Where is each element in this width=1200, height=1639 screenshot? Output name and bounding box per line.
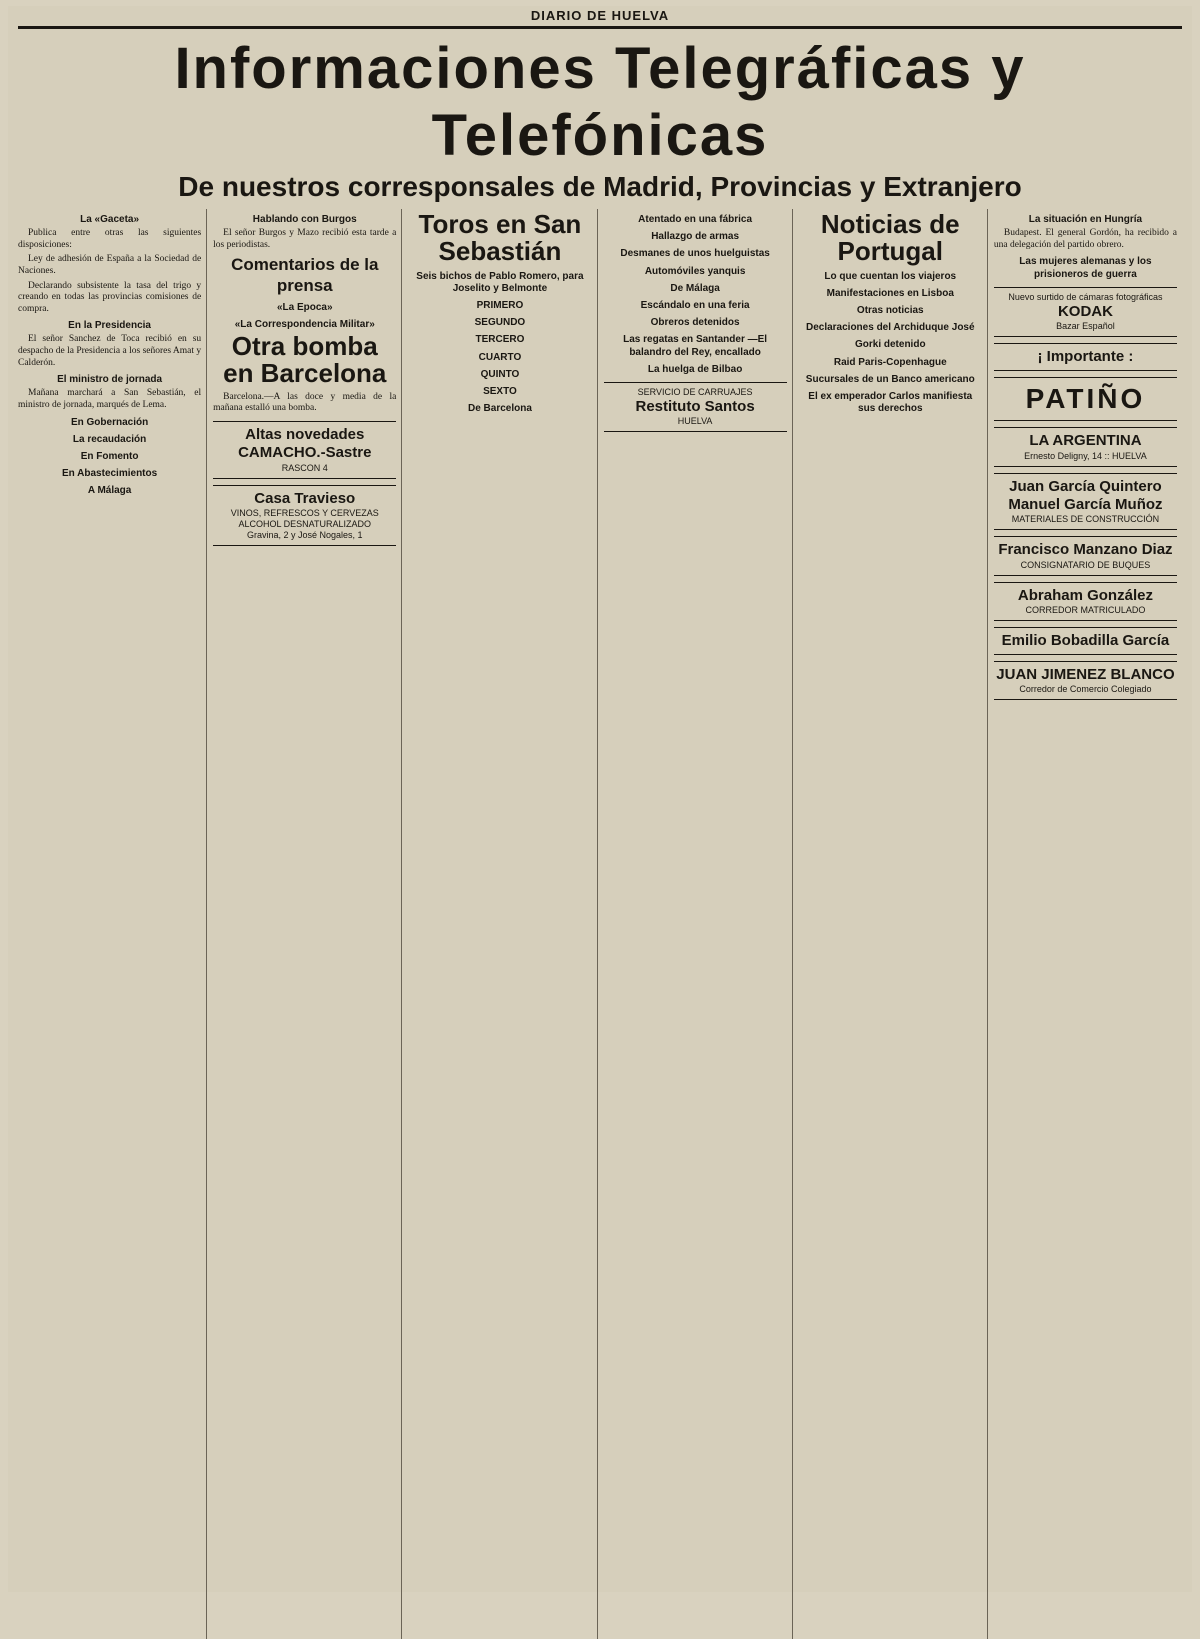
paragraph: Barcelona.—A las doce y media de la mañana estalló una bomba. (213, 391, 397, 414)
ad-line: CONSIGNATARIO DE BUQUES (1020, 559, 1151, 570)
ad-line: Nuevo surtido de cámaras fotográficas (1008, 291, 1163, 302)
subheading: SEGUNDO (474, 317, 526, 329)
ad-line: VINOS, REFRESCOS Y CERVEZAS (230, 507, 379, 518)
advertisement (994, 627, 1177, 655)
ad-line: Bazar Español (1056, 320, 1115, 331)
heading: Automóviles yanquis (644, 265, 746, 277)
advertisement (994, 473, 1177, 531)
heading: En la Presidencia (68, 320, 151, 332)
heading: Seis bichos de Pablo Romero, para Joselito y Belmonte (416, 270, 584, 294)
divider (18, 26, 1182, 29)
heading: La situación en Hungría (1028, 214, 1143, 225)
advertisement (994, 377, 1177, 421)
ad-name: Restituto Santos (635, 397, 755, 415)
subheading: CUARTO (478, 351, 522, 363)
ad-title: Casa Travieso (254, 489, 356, 507)
ad-line: MATERIALES DE CONSTRUCCIÓN (1011, 514, 1160, 525)
heading: La huelga de Bilbao (647, 363, 743, 375)
heading: Manifestaciones en Lisboa (826, 287, 954, 299)
advertisement (994, 287, 1177, 337)
heading: A Málaga (87, 485, 132, 497)
heading: Gorki detenido (854, 339, 926, 351)
paragraph: Budapest. El general Gordón, ha recibido a una delegación del partido obrero. (993, 228, 1178, 250)
masthead: DIARIO DE HUELVA (530, 8, 670, 23)
headline: Otra bomba en Barcelona (223, 331, 387, 389)
heading: El ex emperador Carlos manifiesta sus derechos (808, 390, 973, 415)
advertisement (994, 661, 1177, 700)
ad-name: LA ARGENTINA (1029, 432, 1142, 450)
ad-line: SERVICIO DE CARRUAJES (637, 386, 753, 397)
column-4 (604, 209, 793, 1639)
paragraph: Mañana marchará a San Sebastián, el ministro de jornada, marqués de Lema. (18, 388, 202, 410)
heading: De Barcelona (467, 403, 532, 415)
heading: Declaraciones del Archiduque José (805, 322, 975, 334)
paragraph: Ley de adhesión de España a la Sociedad de Naciones. (18, 254, 202, 276)
subheading: SEXTO (483, 385, 517, 397)
advertisement (994, 536, 1177, 575)
heading: Raid Paris-Copenhague (833, 356, 947, 368)
heading: La recaudación (72, 433, 147, 445)
ad-name: Francisco Manzano Diaz (998, 541, 1173, 559)
paragraph: Declarando subsistente la tasa del trigo y creando en todas las provincias comisiones de compra. (18, 280, 202, 314)
paragraph: El señor Sanchez de Toca recibió en su despacho de la Presidencia a los señores Amat y Calderón. (18, 334, 202, 368)
ad-address: RASCON 4 (281, 462, 328, 473)
heading: Escándalo en una feria (640, 299, 750, 311)
heading: Las regatas en Santander —El balandro del Rey, encallado (623, 334, 768, 358)
heading: De Málaga (670, 282, 720, 294)
subheading: PRIMERO (476, 299, 524, 311)
heading: «La Epoca» (276, 301, 333, 313)
heading: Otras noticias (856, 304, 924, 316)
paragraph: Publica entre otras las siguientes disposiciones: (18, 228, 202, 250)
headline: Toros en San Sebastián (418, 209, 582, 267)
ad-name: PATIÑO (1025, 383, 1146, 415)
ad-line: CORREDOR MATRICULADO (1025, 604, 1146, 615)
column-5 (799, 209, 988, 1639)
ad-name: Abraham González (1017, 586, 1153, 604)
ad-title: Altas novedades (245, 425, 365, 443)
column-3 (408, 209, 597, 1639)
column-1 (18, 209, 207, 1639)
heading: Hablando con Burgos (252, 214, 357, 225)
heading: Hallazgo de armas (651, 231, 739, 243)
advertisement (994, 427, 1177, 466)
column-2 (213, 209, 402, 1639)
newspaper-page (8, 6, 1192, 1592)
heading: Lo que cuentan los viajeros (824, 270, 957, 282)
ad-line: Corredor de Comercio Colegiado (1019, 684, 1152, 695)
heading: Las mujeres alemanas y los prisioneros de guerra (1019, 256, 1152, 280)
columns (8, 209, 1192, 1639)
ad-title: ¡ Importante : (1037, 347, 1134, 365)
advertisement (994, 343, 1177, 371)
ad-address: Ernesto Deligny, 14 :: HUELVA (1024, 450, 1147, 461)
heading: «La Correspondencia Militar» (234, 319, 375, 330)
ad-line: ALCOHOL DESNATURALIZADO (238, 518, 372, 529)
ad-name: CAMACHO.-Sastre (238, 444, 372, 462)
ad-address: Gravina, 2 y José Nogales, 1 (246, 529, 363, 540)
ad-name: JUAN JIMENEZ BLANCO (996, 666, 1175, 684)
paragraph: El señor Burgos y Mazo recibió esta tarde a los periodistas. (213, 228, 397, 250)
page-subtitle: De nuestros corresponsales de Madrid, Provincias y Extranjero (178, 171, 1022, 202)
heading: Atentado en una fábrica (638, 214, 753, 225)
ad-name: Juan García Quintero (1009, 477, 1162, 495)
ad-name: Manuel García Muñoz (1008, 495, 1163, 513)
ad-address: HUELVA (677, 416, 713, 427)
headline: Noticias de Portugal (820, 209, 960, 267)
heading: En Abastecimientos (61, 468, 158, 480)
column-6 (994, 209, 1182, 1639)
advertisement (604, 382, 787, 432)
advertisement (994, 582, 1177, 621)
advertisement (213, 485, 396, 546)
advertisement (213, 421, 396, 479)
heading: El ministro de jornada (57, 374, 163, 386)
heading: Obreros detenidos (650, 317, 740, 329)
heading: En Gobernación (70, 416, 149, 428)
subheading: QUINTO (480, 368, 520, 380)
heading: La «Gaceta» (80, 214, 140, 225)
ad-name: KODAK (1057, 302, 1113, 320)
heading: Sucursales de un Banco americano (805, 373, 975, 385)
subheading: TERCERO (475, 334, 525, 346)
ad-name: Emilio Bobadilla García (1001, 631, 1170, 649)
heading: Desmanes de unos huelguistas (620, 248, 770, 260)
section-title: Comentarios de la prensa (231, 255, 379, 296)
heading: En Fomento (80, 450, 139, 462)
page-title: Informaciones Telegráficas y Telefónicas (174, 36, 1026, 168)
